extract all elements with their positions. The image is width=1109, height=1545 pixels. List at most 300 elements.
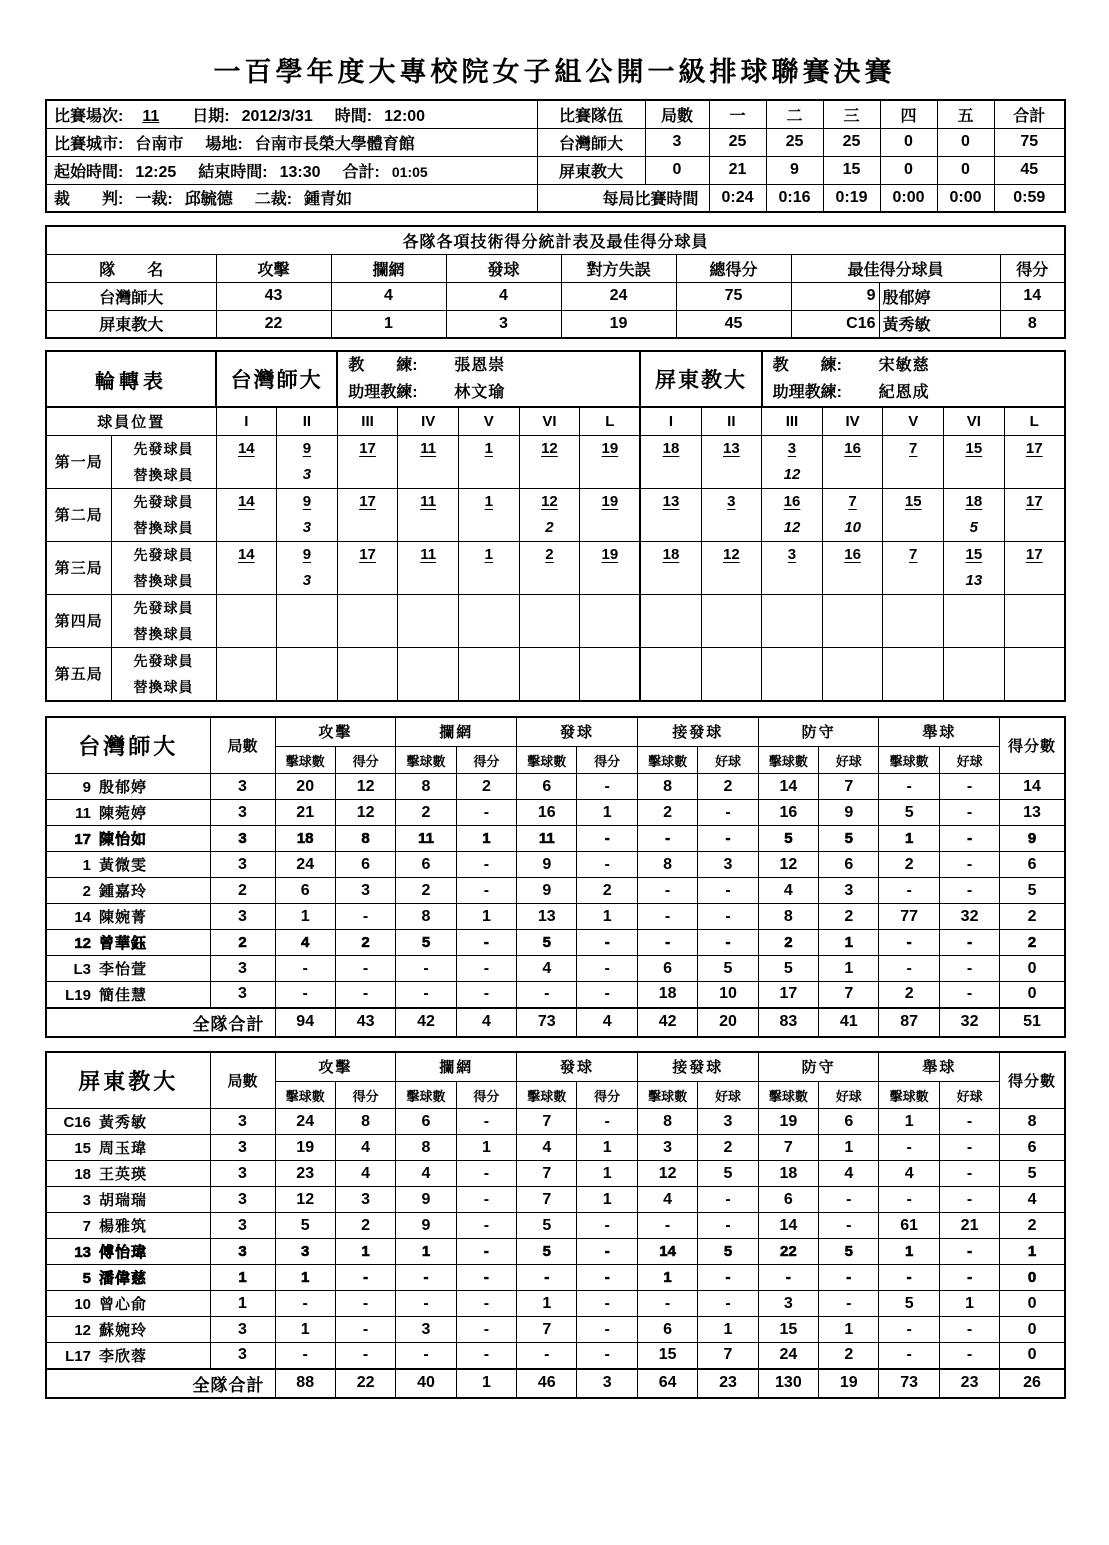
stat-value: 3 <box>698 1109 758 1135</box>
stat-value: 5 <box>698 1161 758 1187</box>
sub-header: 擊球數 <box>637 1082 697 1109</box>
tech-team1-block: 4 <box>331 282 446 310</box>
stat-value: 2 <box>637 800 697 826</box>
stat-value: - <box>939 1239 999 1265</box>
position-header-IV: IV <box>398 407 459 435</box>
substitute-number <box>641 515 700 541</box>
tech-team2-attack: 22 <box>216 310 331 338</box>
stat-value: 1 <box>577 1135 637 1161</box>
position-header-I: I <box>216 407 277 435</box>
rotation-cell <box>459 594 520 647</box>
player-number: 13 <box>74 1244 91 1261</box>
stat-value: - <box>517 1343 577 1369</box>
substitute-number <box>823 621 883 647</box>
stat-value: - <box>577 930 637 956</box>
substitute-number <box>338 462 398 488</box>
stat-value: - <box>396 956 456 982</box>
stat-value: 4 <box>517 956 577 982</box>
stat-value: 5 <box>819 1239 879 1265</box>
stat-value: - <box>637 878 697 904</box>
player-name-cell <box>46 826 210 852</box>
skill-group-header: 發球 <box>517 1052 638 1082</box>
stat-value: 3 <box>698 852 758 878</box>
referee-row <box>46 184 537 212</box>
stat-value: 5 <box>758 826 818 852</box>
team2-rotation-name: 屏東教大 <box>640 351 761 407</box>
starter-number <box>520 595 580 621</box>
substitute-number <box>641 568 700 594</box>
total-value: 40 <box>396 1369 456 1398</box>
role-labels <box>111 541 216 594</box>
player-number: C16 <box>63 1114 91 1131</box>
substitute-number <box>702 568 762 594</box>
score-header-sets: 局數 <box>645 100 709 128</box>
sub-header: 好球 <box>819 1082 879 1109</box>
stat-value: 77 <box>879 904 939 930</box>
sub-header: 擊球數 <box>396 747 456 774</box>
stat-value: - <box>939 826 999 852</box>
stat-value: 1 <box>879 1109 939 1135</box>
player-name: 周玉瑋 <box>99 1140 148 1157</box>
substitute-number <box>944 674 1004 700</box>
substitute-number <box>217 621 277 647</box>
rotation-cell <box>701 594 762 647</box>
sub-header: 擊球數 <box>879 747 939 774</box>
stat-value: 5 <box>758 956 818 982</box>
skill-group-header: 攔網 <box>396 1052 517 1082</box>
stat-value: - <box>335 904 395 930</box>
player-points: 2 <box>1000 904 1065 930</box>
substitute-number <box>338 515 398 541</box>
player-number: 14 <box>74 909 91 926</box>
stat-value: - <box>577 826 637 852</box>
starter-number <box>459 648 519 674</box>
rotation-cell <box>640 541 701 594</box>
stat-value: - <box>698 800 758 826</box>
sub-header: 擊球數 <box>396 1082 456 1109</box>
substitute-number <box>702 621 762 647</box>
player-points: 8 <box>1000 1109 1065 1135</box>
team1-total-score: 75 <box>994 128 1065 156</box>
rotation-cell <box>883 435 944 488</box>
rotation-cell <box>277 541 338 594</box>
starter-number: 17 <box>1025 439 1043 457</box>
player-number: L17 <box>65 1347 91 1365</box>
player-name-cell <box>46 1213 210 1239</box>
substitute-number <box>944 462 1004 488</box>
score-header-set1: 一 <box>709 100 766 128</box>
player-name-cell <box>46 1161 210 1187</box>
stat-value: 3 <box>758 1291 818 1317</box>
stat-value: 16 <box>758 800 818 826</box>
starter-number <box>762 595 822 621</box>
player-points: 2 <box>1000 1213 1065 1239</box>
substitute-label: 替換球員 <box>133 519 194 536</box>
total-value: 23 <box>939 1369 999 1398</box>
stat-value: - <box>939 1187 999 1213</box>
substitute-number <box>459 462 519 488</box>
player-name-cell <box>46 1265 210 1291</box>
substitute-number: 3 <box>302 571 312 589</box>
stat-value: - <box>517 982 577 1008</box>
stat-value: 3 <box>275 1239 335 1265</box>
coach-label: 教 練: <box>772 357 842 374</box>
total-value: 64 <box>637 1369 697 1398</box>
starter-number <box>520 648 580 674</box>
stat-value: - <box>456 1109 516 1135</box>
stat-value: 1 <box>819 930 879 956</box>
rotation-cell <box>337 435 398 488</box>
sub-header: 好球 <box>698 1082 758 1109</box>
total-value: 1 <box>456 1369 516 1398</box>
player-name-cell <box>46 1109 210 1135</box>
stat-value: - <box>335 1265 395 1291</box>
stat-value: - <box>819 1213 879 1239</box>
player-name-cell <box>46 1343 210 1369</box>
elapsed-label: 合計: <box>342 163 380 181</box>
team-total-points: 26 <box>1000 1369 1065 1398</box>
stat-value: 9 <box>819 800 879 826</box>
sub-header: 得分 <box>577 747 637 774</box>
total-value: 83 <box>758 1008 818 1037</box>
team2-sets-won: 0 <box>645 156 709 184</box>
stat-value: - <box>456 878 516 904</box>
stat-value: 1 <box>577 1187 637 1213</box>
total-value: 4 <box>577 1008 637 1037</box>
score-header-set3: 三 <box>823 100 880 128</box>
stat-value: - <box>577 1239 637 1265</box>
assistant-coach-label: 助理教練: <box>348 384 418 401</box>
stat-value: 12 <box>758 852 818 878</box>
team2-assistant-line <box>763 379 1064 406</box>
stat-value: 24 <box>275 1109 335 1135</box>
position-header-I: I <box>640 407 701 435</box>
stat-value: - <box>577 1317 637 1343</box>
rotation-table <box>45 350 1066 702</box>
rotation-cell <box>944 435 1005 488</box>
stat-value: 4 <box>819 1161 879 1187</box>
substitute-number <box>1005 621 1064 647</box>
substitute-number <box>398 621 458 647</box>
stat-value: 1 <box>275 904 335 930</box>
stat-value: 3 <box>335 878 395 904</box>
stat-value: 24 <box>275 852 335 878</box>
player-row <box>46 1135 1065 1161</box>
starter-number: 1 <box>484 545 493 563</box>
total-value: 20 <box>698 1008 758 1037</box>
starter-number <box>398 648 458 674</box>
substitute-number <box>1005 674 1064 700</box>
team1-stats-table <box>45 716 1066 1038</box>
stat-value: 1 <box>939 1291 999 1317</box>
stat-value: 2 <box>396 800 456 826</box>
player-number: 9 <box>82 779 91 796</box>
score-header-set2: 二 <box>766 100 823 128</box>
total-value: 19 <box>819 1369 879 1398</box>
stat-value: 8 <box>637 1109 697 1135</box>
stat-value: 1 <box>335 1239 395 1265</box>
set3-duration: 0:19 <box>823 184 880 212</box>
stat-value: 7 <box>758 1135 818 1161</box>
stat-value: - <box>879 1265 939 1291</box>
substitute-number: 3 <box>302 465 312 483</box>
match-session-row <box>46 100 537 128</box>
player-name-cell <box>46 878 210 904</box>
stat-value: 1 <box>577 800 637 826</box>
team2-coach-line <box>763 352 1064 379</box>
player-row <box>46 956 1065 982</box>
total-value: 46 <box>517 1369 577 1398</box>
player-row <box>46 1239 1065 1265</box>
rotation-cell <box>277 435 338 488</box>
player-name: 黃秀敏 <box>99 1114 148 1131</box>
stat-value: - <box>456 852 516 878</box>
starter-number <box>823 648 883 674</box>
tech-header-points: 得分 <box>1000 254 1065 282</box>
stat-value: 3 <box>335 1187 395 1213</box>
sets-played: 3 <box>210 800 275 826</box>
player-row <box>46 904 1065 930</box>
set1-duration: 0:24 <box>709 184 766 212</box>
stat-value: - <box>637 904 697 930</box>
stat-value: 1 <box>396 1239 456 1265</box>
stat-value: 12 <box>637 1161 697 1187</box>
position-header-II: II <box>701 407 762 435</box>
stat-value: - <box>577 1343 637 1369</box>
rotation-cell <box>337 541 398 594</box>
sub-header: 擊球數 <box>758 1082 818 1109</box>
substitute-number <box>580 462 639 488</box>
team1-name: 台灣師大 <box>537 128 645 156</box>
team2-name: 屏東教大 <box>537 156 645 184</box>
player-number: 17 <box>74 831 91 848</box>
substitute-number <box>459 621 519 647</box>
stat-value: - <box>456 1161 516 1187</box>
player-points: 0 <box>1000 956 1065 982</box>
rotation-cell <box>701 435 762 488</box>
player-points: 13 <box>1000 800 1065 826</box>
starter-number <box>1005 648 1064 674</box>
score-header-set4: 四 <box>880 100 937 128</box>
total-value: 42 <box>396 1008 456 1037</box>
stat-value: - <box>879 1187 939 1213</box>
starter-number: 9 <box>302 439 312 457</box>
starter-number: 3 <box>787 439 797 457</box>
stat-value: 3 <box>637 1135 697 1161</box>
rotation-set-row <box>46 594 1065 647</box>
player-name-cell <box>46 956 210 982</box>
skill-group-header: 防守 <box>758 717 879 747</box>
rotation-set-row <box>46 435 1065 488</box>
substitute-number <box>823 674 883 700</box>
starter-number <box>1005 595 1064 621</box>
stat-value: 7 <box>517 1187 577 1213</box>
player-number: 3 <box>82 1192 91 1209</box>
stat-value: 12 <box>335 800 395 826</box>
starter-number: 19 <box>601 545 619 563</box>
starter-number: 15 <box>965 545 983 563</box>
rotation-cell <box>216 488 277 541</box>
player-name: 蘇婉玲 <box>99 1322 148 1339</box>
player-name-cell <box>46 1291 210 1317</box>
substitute-number <box>762 621 822 647</box>
total-value: 22 <box>335 1369 395 1398</box>
stat-value: 8 <box>758 904 818 930</box>
team2-set2-score: 9 <box>766 156 823 184</box>
substitute-number: 5 <box>969 518 979 536</box>
stat-value: 1 <box>698 1317 758 1343</box>
match-time: 12:00 <box>384 107 426 125</box>
stat-value: 10 <box>698 982 758 1008</box>
venue-label: 場地: <box>205 135 243 153</box>
tech-header-attack: 攻擊 <box>216 254 331 282</box>
rotation-cell <box>822 541 883 594</box>
sub-header: 擊球數 <box>879 1082 939 1109</box>
set-label: 第三局 <box>46 541 111 594</box>
tech-team1-best-number: 9 <box>791 282 879 310</box>
substitute-number <box>823 462 883 488</box>
rotation-cell <box>640 435 701 488</box>
player-number: 18 <box>74 1166 91 1183</box>
rotation-cell <box>944 594 1005 647</box>
total-value: 3 <box>577 1369 637 1398</box>
stat-value: - <box>879 1135 939 1161</box>
starter-number <box>883 648 943 674</box>
player-number: 2 <box>82 883 91 900</box>
team2-assistant-name: 紀恩成 <box>878 384 930 401</box>
skill-group-header: 攻擊 <box>275 717 396 747</box>
substitute-label: 替換球員 <box>133 625 194 642</box>
role-labels <box>111 435 216 488</box>
rotation-cell <box>1004 594 1065 647</box>
stat-value: 4 <box>637 1187 697 1213</box>
tech-header-team: 隊 名 <box>46 254 216 282</box>
stat-value: - <box>577 956 637 982</box>
stat-value: - <box>939 878 999 904</box>
sets-played-header: 局數 <box>210 717 275 774</box>
stat-value: 9 <box>517 878 577 904</box>
team2-stats-table <box>45 1051 1066 1399</box>
substitute-number <box>580 621 639 647</box>
rotation-cell <box>762 435 823 488</box>
player-points: 2 <box>1000 930 1065 956</box>
stat-value: - <box>939 852 999 878</box>
player-name: 潘偉慈 <box>99 1270 148 1287</box>
substitute-number <box>883 515 943 541</box>
sets-played: 3 <box>210 1343 275 1369</box>
stat-value: 5 <box>396 930 456 956</box>
position-header-II: II <box>277 407 338 435</box>
team2-set5-score: 0 <box>937 156 994 184</box>
total-value: 88 <box>275 1369 335 1398</box>
skill-group-header: 發球 <box>517 717 638 747</box>
stat-value: 5 <box>517 1213 577 1239</box>
sets-played: 3 <box>210 982 275 1008</box>
starter-number <box>277 648 337 674</box>
stat-value: 1 <box>275 1265 335 1291</box>
stat-value: 1 <box>456 1135 516 1161</box>
stat-value: 2 <box>456 774 516 800</box>
starter-number: 3 <box>787 545 797 563</box>
player-name: 王英瑛 <box>99 1166 148 1183</box>
starter-number: 17 <box>1025 545 1043 563</box>
player-name: 簡佳慧 <box>99 986 148 1004</box>
stat-value: 2 <box>879 982 939 1008</box>
stat-value: - <box>939 930 999 956</box>
stat-value: 19 <box>275 1135 335 1161</box>
player-number: L19 <box>65 986 91 1004</box>
stat-value: 20 <box>275 774 335 800</box>
sets-played: 1 <box>210 1265 275 1291</box>
player-points: 0 <box>1000 1343 1065 1369</box>
team-total-row <box>46 1369 1065 1398</box>
substitute-number <box>338 674 398 700</box>
stat-value: 2 <box>335 1213 395 1239</box>
starter-number <box>762 648 822 674</box>
substitute-number <box>762 674 822 700</box>
stat-value: - <box>698 826 758 852</box>
end-time: 13:30 <box>279 163 321 181</box>
starter-number: 7 <box>909 545 918 563</box>
team1-set3-score: 25 <box>823 128 880 156</box>
player-points: 6 <box>1000 1135 1065 1161</box>
team1-coach-name: 張恩崇 <box>454 357 506 374</box>
starter-number: 9 <box>302 545 312 563</box>
team1-sets-won: 3 <box>645 128 709 156</box>
stat-value: - <box>577 1109 637 1135</box>
starter-number: 13 <box>662 492 680 510</box>
stat-value: 1 <box>819 1317 879 1343</box>
stat-value: 6 <box>637 956 697 982</box>
player-row <box>46 878 1065 904</box>
match-city-row <box>46 128 537 156</box>
total-value: 23 <box>698 1369 758 1398</box>
stat-value: 1 <box>819 1135 879 1161</box>
starter-number <box>702 595 762 621</box>
player-row <box>46 1161 1065 1187</box>
stat-value: - <box>456 1317 516 1343</box>
tech-header-serve: 發球 <box>446 254 561 282</box>
starter-label: 先發球員 <box>133 493 194 510</box>
starter-number <box>702 648 762 674</box>
substitute-number <box>217 462 277 488</box>
player-number: 15 <box>74 1140 91 1157</box>
team-total-label: 全隊合計 <box>46 1369 275 1398</box>
position-header-VI: VI <box>519 407 580 435</box>
rotation-set-row <box>46 541 1065 594</box>
substitute-number <box>883 621 943 647</box>
stat-value: 5 <box>698 1239 758 1265</box>
total-value: 4 <box>456 1008 516 1037</box>
stat-value: 18 <box>275 826 335 852</box>
player-points: 9 <box>1000 826 1065 852</box>
skill-group-header: 攔網 <box>396 717 517 747</box>
tech-team1-attack: 43 <box>216 282 331 310</box>
rotation-cell <box>398 541 459 594</box>
player-name: 胡瑞瑞 <box>99 1192 148 1209</box>
stat-value: 7 <box>698 1343 758 1369</box>
stat-value: 6 <box>396 1109 456 1135</box>
tech-team2-total: 45 <box>676 310 791 338</box>
rotation-cell <box>762 647 823 701</box>
stat-value: 12 <box>275 1187 335 1213</box>
starter-label: 先發球員 <box>133 546 194 563</box>
stat-value: 14 <box>758 1213 818 1239</box>
stat-value: 3 <box>819 878 879 904</box>
substitute-number <box>520 621 580 647</box>
stat-value: 2 <box>698 1135 758 1161</box>
sub-header: 好球 <box>939 747 999 774</box>
